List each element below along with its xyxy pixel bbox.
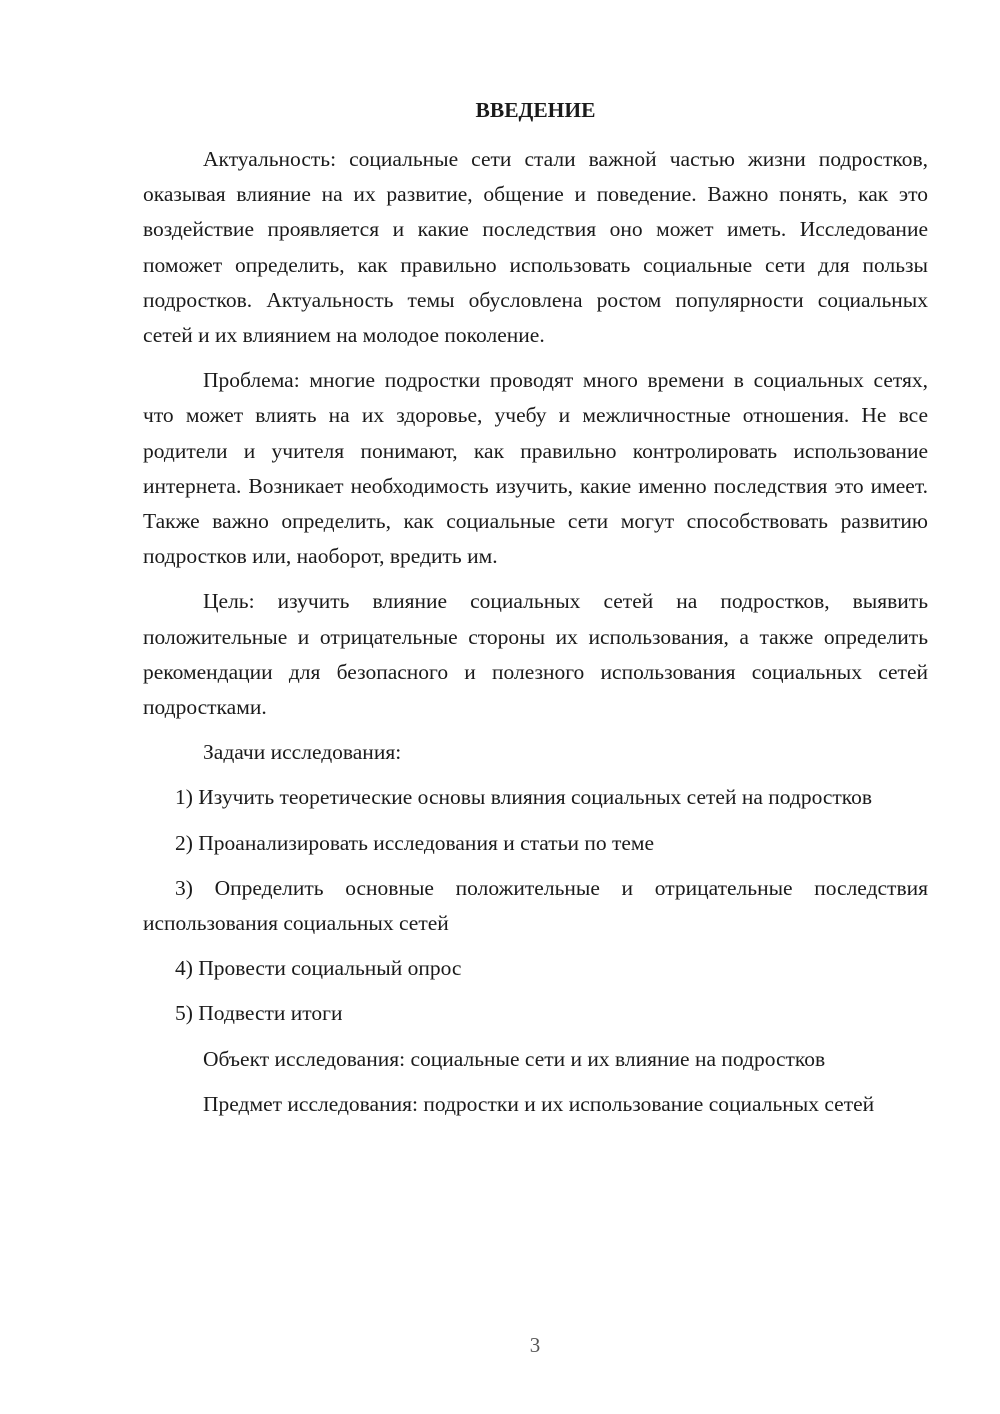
paragraph-goal: Цель: изучить влияние социальных сетей на подростков, выявить положительные и отрицательные стороны их использования, а также определить рекомендации для безопасного и полезного использования социальных сетей подростками.: [143, 589, 928, 720]
research-subject: Предмет исследования: подростки и их использование социальных сетей: [203, 1091, 875, 1116]
task-item-5: 5) Подвести итоги: [175, 1001, 343, 1026]
page-number: 3: [529, 1333, 541, 1357]
task-item-2: 2) Проанализировать исследования и статьи по теме: [175, 830, 655, 855]
task-item-4: 4) Провести социальный опрос: [175, 956, 462, 981]
tasks-heading: Задачи исследования:: [203, 740, 402, 765]
paragraph-problem: Проблема: многие подростки проводят много времени в социальных сетях, что может влиять на их здоровье, учебу и межличностные отношения. Не все родители и учителя понимают, как правильно контролировать использование интернета. Возникает необходимость изучить, какие именно последствия это имеет. Также важно определить, как социальные сети могут способствовать развитию подростков или, наоборот, вредить им.: [143, 368, 928, 569]
research-object: Объект исследования: социальные сети и их влияние на подростков: [203, 1046, 826, 1071]
paragraph-relevance: Актуальность: социальные сети стали важной частью жизни подростков, оказывая влияние на их развитие, общение и поведение. Важно понять, как это воздействие проявляется и какие последствия оно может иметь. Исследование поможет определить, как правильно использовать социальные сети для пользы подростков. Актуальность темы обусловлена ростом популярности социальных сетей и их влиянием на молодое поколение.: [143, 147, 928, 348]
task-item-3: 3) Определить основные положительные и отрицательные последствия использования социальных сетей: [143, 875, 928, 936]
task-item-1: 1) Изучить теоретические основы влияния социальных сетей на подростков: [175, 785, 873, 810]
page-content: [143, 93, 928, 1132]
section-title: ВВЕДЕНИЕ: [475, 98, 596, 122]
